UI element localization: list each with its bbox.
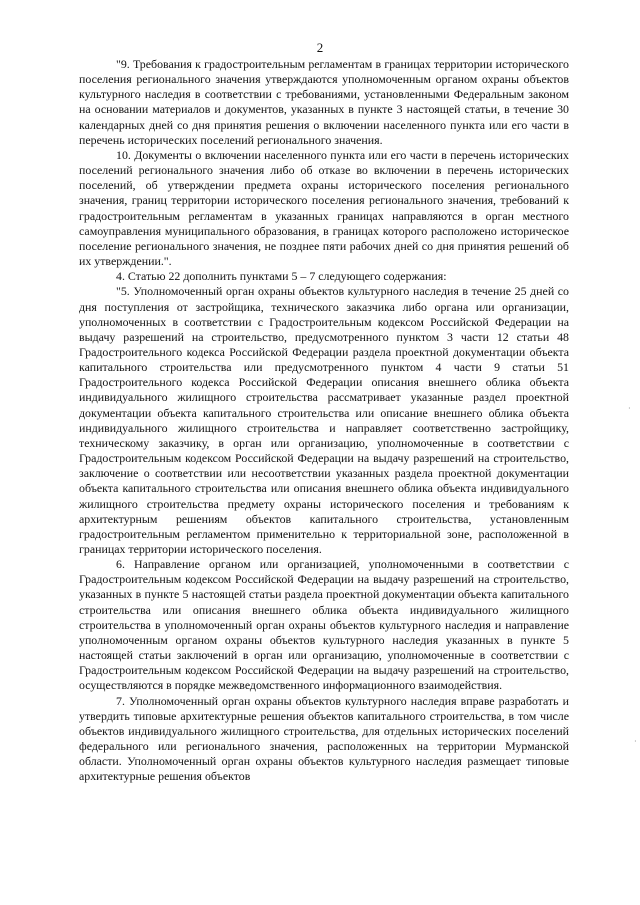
scan-speck: · xyxy=(628,404,631,413)
paragraph-9: "9. Требования к градостроительным регламентам в границах территории исторического поселения регионального значения утверждаются уполномоченным органом охраны объектов культурного наследия в соответствии с требованиями, установленными Федеральным законом на основании материалов и документов, указанных в пункте 3 настоящей статьи, в течение 30 календарных дней со дня принятия решения о включении населенного пункта или его части в перечень исторических поселений регионального значения. xyxy=(79,57,569,147)
scan-speck: · xyxy=(634,737,637,746)
paragraph-6: 6. Направление органом или организацией, уполномоченными в соответствии с Градостроительным кодексом Российской Федерации на выдачу разрешений на строительство, указанных в пункте 5 настоящей статьи раздела проектной документации объекта капитального строительства или описания внешнего облика объекта индивидуального жилищного строительства в уполномоченный орган охраны объектов культурного наследия и направление уполномоченным органом охраны объектов культурного наследия указанных в пункте 5 настоящей статьи заключений в орган или организацию, уполномоченные в соответствии с Градостроительным кодексом Российской Федерации на выдачу разрешений на строительство, осуществляются в порядке межведомственного информационного взаимодействия. xyxy=(79,557,569,693)
paragraph-10: 10. Документы о включении населенного пункта или его части в перечень исторических поселений регионального значения либо об отказе во включении в перечень исторических поселений, об утверждении предмета охраны исторического поселения регионального значения, границ территории исторического поселения регионального значения, требований к градостроительным регламентам в указанных границах направляются в орган местного самоуправления муниципального образования, в границах которого расположено историческое поселение регионального значения, не позднее пяти рабочих дней со дня принятия решений об их утверждении.". xyxy=(79,147,569,269)
document-body xyxy=(79,57,569,786)
page-number: 2 xyxy=(316,40,324,55)
paragraph-5: "5. Уполномоченный орган охраны объектов культурного наследия в течение 25 дней со дня поступления от застройщика, технического заказчика либо органа или организации, уполномоченных в соответствии с Градостроительным кодексом Российской Федерации на выдачу разрешений на строительство, предусмотренного пунктом 3 части 12 статьи 48 Градостроительного кодекса Российской Федерации раздела проектной документации объекта капитального строительства или предусмотренного пунктом 4 части 9 статьи 51 Градостроительного кодекса Российской Федерации описания внешнего облика объекта индивидуального жилищного строительства рассматривает указанные раздел проектной документации объекта капитального строительства или описание внешнего облика объекта индивидуального жилищного строительства и направляет соответственно застройщику, техническому заказчику, в орган или организацию, уполномоченные в соответствии с Градостроительным кодексом Российской Федерации на выдачу разрешений на строительство, заключение о соответствии или несоответствии указанных раздела проектной документации объекта капитального строительства или описания внешнего облика объекта индивидуального жилищного строительства предмету охраны исторического поселения и требованиям к архитектурным решениям объектов капитального строительства, установленным градостроительным регламентом применительно к территориальной зоне, расположенной в границах территории исторического поселения. xyxy=(79,284,569,556)
paragraph-article-22-intro: 4. Статью 22 дополнить пунктами 5 – 7 следующего содержания: xyxy=(116,269,447,284)
paragraph-7: 7. Уполномоченный орган охраны объектов культурного наследия вправе разработать и утвердить типовые архитектурные решения объектов капитального строительства, в том числе объектов индивидуального жилищного строительства, для отдельных исторических поселений федерального или регионального значения, расположенных на территории Мурманской области. Уполномоченный орган охраны объектов культурного наследия размещает типовые архитектурные решения объектов xyxy=(79,693,569,784)
